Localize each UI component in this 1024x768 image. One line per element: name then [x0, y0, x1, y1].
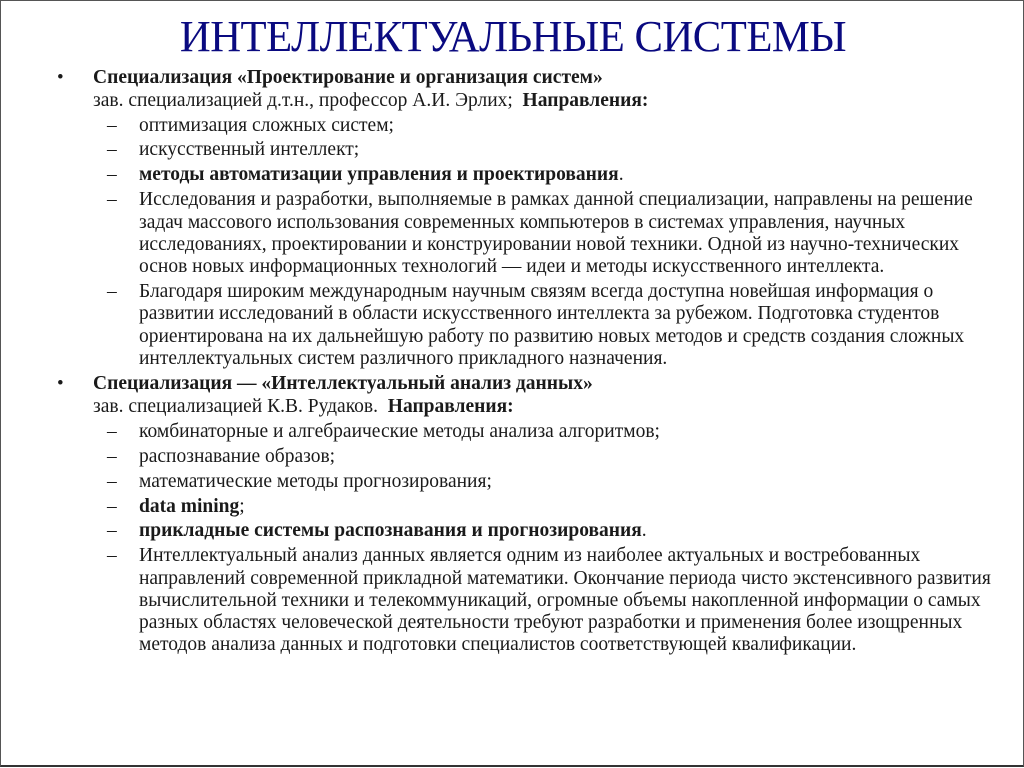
dash-icon: –: [107, 139, 117, 161]
specialization-2: [1, 373, 1024, 657]
list-item: – комбинаторные и алгебраические методы анализа алгоритмов;: [107, 420, 660, 442]
dash-icon: –: [107, 281, 117, 303]
bullet-icon: •: [57, 67, 64, 88]
list-item: – Исследования и разработки, выполняемые в рамках данной специализации, направлены на решение задач массового использования современных компьютеров в системах управления, научных исследованиях, проектировании и конструировании новой техники. Одной из научно-технических основ новых информационных технологий — идеи и методы искусственного интеллекта.: [107, 189, 973, 278]
list-item: – прикладные системы распознавания и прогнозирования.: [107, 520, 647, 542]
dash-icon: –: [107, 164, 117, 186]
list-item: – Интеллектуальный анализ данных является одним из наиболее актуальных и востребованных направлений современной прикладной математики. Окончание периода чисто экстенсивного развития вычислительной техники и телекоммуникаций, огромные объемы накопленной информации о самых разных областях человеческой деятельности требуют разработки и применения более изощренных методов анализа данных и подготовки специалистов соответствующей квалификации.: [107, 545, 991, 656]
specialization-title: Специализация — «Интеллектуальный анализ данных»: [93, 373, 593, 395]
bullet-icon: •: [57, 373, 64, 395]
specialization-header: [1, 67, 1024, 112]
dash-icon: –: [107, 545, 117, 567]
dash-icon: –: [107, 114, 117, 136]
list-item: – искусственный интеллект;: [107, 139, 360, 161]
dash-icon: –: [107, 189, 117, 211]
specialization-title: Специализация «Проектирование и организация систем»: [93, 67, 603, 88]
dash-icon: –: [107, 445, 117, 467]
list-item: – математические методы прогнозирования;: [107, 470, 492, 492]
list-item: – Благодаря широким международным научным связям всегда доступна новейшая информация о развитии исследований в области искусственного интеллекта за рубежом. Подготовка студентов ориентирована на их дальнейшую работу по развитию новых методов и средств создания сложных интеллектуальных систем различного прикладного назначения.: [107, 281, 965, 369]
dash-icon: –: [107, 470, 117, 492]
specialization-header: [1, 373, 1024, 418]
dash-icon: –: [107, 520, 117, 542]
slide-content: [1, 67, 1024, 657]
dash-icon: –: [107, 420, 117, 442]
directions-list: [1, 115, 1024, 371]
list-item: – data mining;: [107, 495, 245, 517]
directions-list: [1, 421, 1024, 657]
head-name: зав. специализацией д.т.н., профессор А.И. Эрлих;: [93, 89, 523, 111]
specialization-1: [1, 67, 1024, 370]
specialization-head-line: [93, 90, 1024, 113]
list-item: – методы автоматизации управления и проектирования.: [107, 164, 624, 186]
directions-label: Направления:: [522, 89, 649, 111]
directions-label: Направления:: [387, 395, 514, 417]
head-name: зав. специализацией К.В. Рудаков.: [93, 395, 388, 417]
list-item: – распознавание образов;: [107, 445, 336, 467]
slide-title: ИНТЕЛЛЕКТУАЛЬНЫЕ СИСТЕМЫ: [179, 12, 847, 61]
list-item: – оптимизация сложных систем;: [107, 114, 394, 136]
specialization-head-line: [93, 396, 1024, 419]
dash-icon: –: [107, 495, 117, 517]
